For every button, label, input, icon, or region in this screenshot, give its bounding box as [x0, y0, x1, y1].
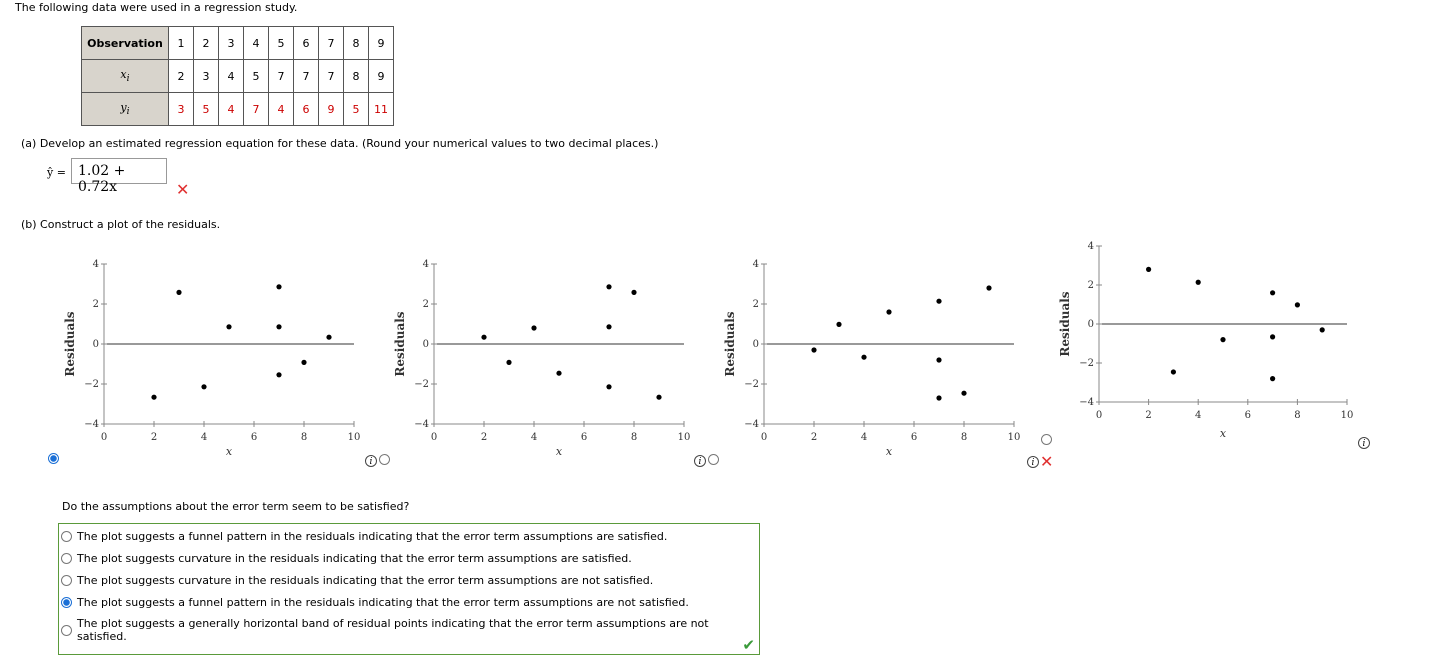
data-point: [961, 391, 966, 396]
y-cell: 9: [319, 93, 344, 126]
choice-option[interactable]: [61, 617, 759, 643]
data-point: [606, 384, 611, 389]
data-point: [811, 347, 816, 352]
info-icon[interactable]: i: [1027, 456, 1039, 468]
data-point: [836, 322, 841, 327]
x-cell: 2: [169, 60, 194, 93]
info-icon[interactable]: i: [1358, 437, 1370, 449]
incorrect-icon: ✕: [1040, 452, 1054, 471]
y-cell: 7: [244, 93, 269, 126]
part-b-prompt: (b) Construct a plot of the residuals.: [21, 218, 221, 231]
data-point: [886, 309, 891, 314]
choice-label: The plot suggests curvature in the residuals indicating that the error term assumptions are not satisfied.: [77, 574, 654, 587]
plot-3-radio[interactable]: [708, 454, 719, 465]
correct-check-icon: ✔: [742, 636, 755, 654]
obs-cell: 9: [369, 27, 394, 60]
x-cell: 5: [244, 60, 269, 93]
x-tick-label: 8: [1294, 410, 1301, 421]
yhat-label: ŷ =: [47, 166, 66, 179]
obs-cell: 7: [319, 27, 344, 60]
data-point: [276, 372, 281, 377]
y-tick-label: 0: [422, 339, 429, 350]
table-row-y: [82, 93, 394, 126]
x-tick-label: 10: [1340, 410, 1354, 421]
x-tick-label: 6: [910, 432, 918, 443]
data-point: [176, 290, 181, 295]
intro-text: The following data were used in a regression study.: [15, 1, 298, 14]
obs-cell: 4: [244, 27, 269, 60]
y-tick-label: −2: [414, 379, 429, 390]
data-point: [936, 299, 941, 304]
y-tick-label: −4: [84, 419, 99, 430]
x-tick-label: 2: [1145, 410, 1152, 421]
choice-radio[interactable]: [61, 553, 72, 564]
incorrect-icon: ✕: [176, 180, 190, 199]
y-tick-label: −4: [744, 419, 759, 430]
x-tick-label: 6: [250, 432, 258, 443]
choice-label: The plot suggests a funnel pattern in the residuals indicating that the error term assumptions are not satisfied.: [77, 596, 689, 609]
data-point: [1270, 290, 1275, 295]
question-text: Do the assumptions about the error term seem to be satisfied?: [62, 500, 410, 513]
x-tick-label: 6: [580, 432, 588, 443]
header-y: $y_i$: [82, 93, 169, 126]
data-point: [606, 324, 611, 329]
x-cell: 8: [344, 60, 369, 93]
data-point: [1171, 369, 1176, 374]
y-cell: 6: [294, 93, 319, 126]
x-cell: 4: [219, 60, 244, 93]
obs-cell: 5: [269, 27, 294, 60]
data-point: [226, 324, 231, 329]
data-point: [1146, 267, 1151, 272]
data-point: [1196, 280, 1201, 285]
obs-cell: 8: [344, 27, 369, 60]
y-tick-label: 0: [92, 339, 99, 350]
data-point: [631, 290, 636, 295]
y-tick-label: −2: [744, 379, 759, 390]
y-tick-label: −2: [84, 379, 99, 390]
residual-plot-2: [390, 258, 690, 458]
obs-cell: 6: [294, 27, 319, 60]
data-point: [936, 395, 941, 400]
x-axis-label: x: [885, 445, 893, 458]
x-tick-label: 2: [480, 432, 488, 443]
y-cell: 5: [194, 93, 219, 126]
x-tick-label: 4: [530, 432, 538, 443]
data-point: [1295, 302, 1300, 307]
y-tick-label: 2: [92, 299, 99, 310]
data-point: [861, 355, 866, 360]
x-axis-label: x: [225, 445, 233, 458]
choice-option[interactable]: [61, 530, 667, 543]
y-cell: 11: [369, 93, 394, 126]
obs-cell: 2: [194, 27, 219, 60]
header-observation: Observation: [82, 27, 169, 60]
x-tick-label: 0: [430, 432, 438, 443]
y-tick-label: 2: [422, 299, 429, 310]
x-tick-label: 8: [630, 432, 638, 443]
residual-plot-3: [720, 258, 1020, 458]
choice-option[interactable]: [61, 552, 632, 565]
x-axis-label: x: [1219, 427, 1227, 440]
x-tick-label: 4: [1195, 410, 1202, 421]
part-a-prompt: (a) Develop an estimated regression equation for these data. (Round your numerical values to two decimal places.): [21, 137, 659, 150]
header-x: $x_i$: [82, 60, 169, 93]
x-tick-label: 4: [200, 432, 208, 443]
choice-option[interactable]: [61, 574, 653, 587]
x-cell: 3: [194, 60, 219, 93]
choice-radio[interactable]: [61, 597, 72, 608]
choice-radio[interactable]: [61, 625, 72, 636]
choice-label: The plot suggests curvature in the residuals indicating that the error term assumptions are satisfied.: [77, 552, 632, 565]
answer-input[interactable]: 1.02 + 0.72x: [71, 158, 167, 184]
y-tick-label: 0: [752, 339, 759, 350]
x-tick-label: 10: [1007, 432, 1021, 443]
data-point: [481, 335, 486, 340]
y-cell: 3: [169, 93, 194, 126]
data-point: [151, 395, 156, 400]
x-tick-label: 2: [810, 432, 818, 443]
x-tick-label: 6: [1244, 410, 1251, 421]
data-point: [531, 325, 536, 330]
y-axis-label: Residuals: [1058, 291, 1072, 357]
x-tick-label: 10: [347, 432, 361, 443]
x-tick-label: 2: [150, 432, 158, 443]
residual-plot-4: [1055, 240, 1355, 440]
data-table: [81, 26, 394, 126]
y-axis-label: Residuals: [393, 311, 407, 377]
y-tick-label: −2: [1079, 358, 1094, 369]
x-tick-label: 0: [100, 432, 108, 443]
obs-cell: 1: [169, 27, 194, 60]
data-point: [556, 371, 561, 376]
table-row-observation: [82, 27, 394, 60]
x-cell: 7: [269, 60, 294, 93]
x-tick-label: 8: [960, 432, 968, 443]
x-tick-label: 10: [677, 432, 691, 443]
info-icon[interactable]: i: [694, 455, 706, 467]
data-point: [1270, 376, 1275, 381]
plot-2-radio[interactable]: [379, 454, 390, 465]
data-point: [1320, 327, 1325, 332]
residual-plot-1: [60, 258, 360, 458]
y-tick-label: 2: [752, 299, 759, 310]
y-tick-label: 4: [92, 259, 99, 270]
x-tick-label: 0: [1095, 410, 1103, 421]
x-tick-label: 0: [760, 432, 768, 443]
choice-label: The plot suggests a generally horizontal band of residual points indicating that the error term assumptions are not satisfied.: [76, 617, 709, 643]
data-point: [1270, 334, 1275, 339]
x-tick-label: 8: [300, 432, 308, 443]
data-point: [506, 360, 511, 365]
y-tick-label: 4: [752, 259, 759, 270]
data-point: [326, 335, 331, 340]
y-tick-label: 2: [1087, 280, 1094, 291]
data-point: [276, 324, 281, 329]
y-tick-label: 4: [1087, 241, 1094, 252]
x-cell: 7: [319, 60, 344, 93]
data-point: [201, 384, 206, 389]
x-axis-label: x: [555, 445, 563, 458]
x-tick-label: 4: [860, 432, 868, 443]
plot-1-radio[interactable]: [48, 453, 59, 464]
y-axis-label: Residuals: [723, 311, 737, 377]
choice-radio[interactable]: [61, 575, 72, 586]
info-icon[interactable]: i: [365, 455, 377, 467]
data-point: [986, 285, 991, 290]
x-cell: 7: [294, 60, 319, 93]
x-cell: 9: [369, 60, 394, 93]
data-point: [276, 284, 281, 289]
y-tick-label: −4: [414, 419, 429, 430]
y-cell: 4: [269, 93, 294, 126]
data-point: [606, 284, 611, 289]
y-tick-label: 0: [1087, 319, 1094, 330]
choice-label: The plot suggests a funnel pattern in the residuals indicating that the error term assumptions are satisfied.: [77, 530, 668, 543]
obs-cell: 3: [219, 27, 244, 60]
choices-box: [58, 523, 760, 655]
y-tick-label: −4: [1079, 397, 1094, 408]
choice-radio[interactable]: [61, 531, 72, 542]
choice-option[interactable]: [61, 596, 689, 609]
y-cell: 5: [344, 93, 369, 126]
data-point: [936, 357, 941, 362]
y-axis-label: Residuals: [63, 311, 77, 377]
data-point: [301, 360, 306, 365]
table-row-x: [82, 60, 394, 93]
data-point: [656, 395, 661, 400]
data-point: [1220, 337, 1225, 342]
y-tick-label: 4: [422, 259, 429, 270]
plot-4-radio[interactable]: [1041, 434, 1052, 445]
y-cell: 4: [219, 93, 244, 126]
